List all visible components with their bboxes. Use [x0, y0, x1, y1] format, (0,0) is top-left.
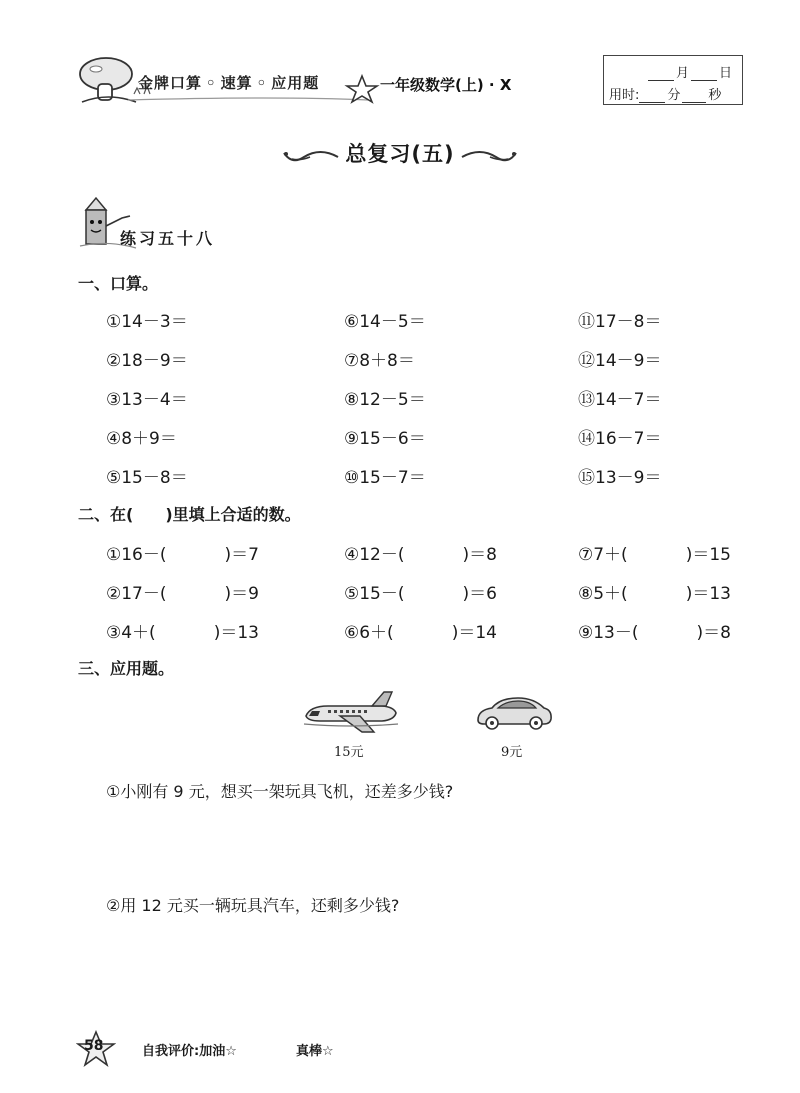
mental-math-item: ①14－3＝	[106, 312, 188, 332]
mental-math-item: ⑮13－9＝	[578, 468, 662, 488]
mental-math-item: ⑫14－9＝	[578, 351, 662, 371]
flourish-left-icon	[280, 145, 340, 169]
mental-math-item: ⑩15－7＝	[344, 468, 426, 488]
date-line: 月 日	[648, 62, 734, 81]
page-number: 58	[84, 1038, 104, 1054]
car-price: 9元	[501, 745, 523, 760]
section3-title: 三、应用题。	[78, 659, 175, 678]
mental-math-item: ②18－9＝	[106, 351, 188, 371]
word-problem-2: ②用 12 元买一辆玩具汽车，还剩多少钱?	[106, 896, 400, 915]
fill-blank-item: ⑧5＋( )＝13	[578, 584, 731, 604]
mental-math-item: ⑬14－7＝	[578, 390, 662, 410]
time-line: 用时: 分 秒	[609, 88, 722, 103]
fill-blank-item: ③4＋( )＝13	[106, 623, 259, 643]
second-blank[interactable]	[682, 88, 706, 103]
flourish-right-icon	[460, 145, 520, 169]
answer-area-1[interactable]	[106, 806, 746, 886]
fill-blank-item: ⑦7＋( )＝15	[578, 545, 731, 565]
mental-math-item: ④8＋9＝	[106, 429, 177, 449]
great-label: 真棒☆	[296, 1044, 334, 1059]
mental-math-item: ⑦8＋8＝	[344, 351, 415, 371]
mental-math-item: ③13－4＝	[106, 390, 188, 410]
mental-math-item: ⑭16－7＝	[578, 429, 662, 449]
day-blank[interactable]	[691, 66, 717, 81]
answer-area-2[interactable]	[106, 920, 746, 1010]
self-evaluation-label: 自我评价:加油☆	[142, 1044, 237, 1059]
minute-blank[interactable]	[639, 88, 665, 103]
practice-title: 练习五十八	[120, 229, 216, 248]
fill-blank-item: ⑤15－( )＝6	[344, 584, 497, 604]
series-title: 金牌口算 ◦ 速算 ◦ 应用题	[138, 74, 320, 92]
mental-math-item: ⑤15－8＝	[106, 468, 188, 488]
airplane-price: 15元	[334, 745, 364, 760]
word-problem-1: ①小刚有 9 元，想买一架玩具飞机，还差多少钱?	[106, 782, 454, 801]
date-time-box	[603, 55, 743, 105]
fill-blank-item: ④12－( )＝8	[344, 545, 497, 565]
section2-title: 二、在( )里填上合适的数。	[78, 505, 301, 524]
mushroom-icon	[80, 58, 136, 102]
mental-math-item: ⑧12－5＝	[344, 390, 426, 410]
grade-label: 一年级数学(上) · X	[380, 76, 512, 94]
mental-math-item: ⑨15－6＝	[344, 429, 426, 449]
star-icon	[347, 76, 377, 102]
fill-blank-item: ②17－( )＝9	[106, 584, 259, 604]
toy-airplane-icon	[300, 690, 400, 736]
mental-math-item: ⑥14－5＝	[344, 312, 426, 332]
fill-blank-item: ⑨13－( )＝8	[578, 623, 731, 643]
fill-blank-item: ①16－( )＝7	[106, 545, 259, 565]
section1-title: 一、口算。	[78, 274, 159, 293]
fill-blank-item: ⑥6＋( )＝14	[344, 623, 497, 643]
month-blank[interactable]	[648, 66, 674, 81]
mental-math-item: ⑪17－8＝	[578, 312, 662, 332]
page-title: 总复习(五)	[345, 142, 455, 166]
page-title-row	[0, 138, 800, 169]
toy-car-icon	[474, 692, 554, 732]
